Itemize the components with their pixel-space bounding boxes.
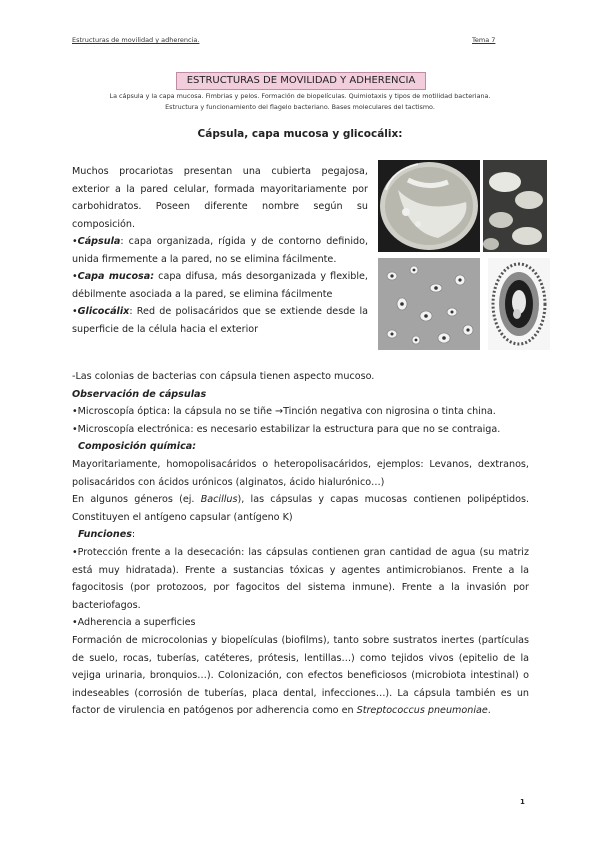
section-title: Cápsula, capa mucosa y glicocálix: [197, 128, 403, 140]
page-number: 1 [520, 798, 525, 806]
intro-text [72, 163, 368, 338]
bullet-glicocalix: •Glicocálix: Red de polisacáridos que se extiende desde la superficie de la célula hacia el exterior [72, 306, 368, 335]
list-item: •Protección frente a la desecación: las cápsulas contienen gran cantidad de agua (su matriz está muy hidratada). Frente a sustancias tóxicas y agentes antimicrobianos. Frente a la fagocitosis (por protozoos, por fagocitos del sistema inmune). Frente a la invasión por bacteriofagos. [72, 546, 529, 611]
negative-stain-micrograph [378, 258, 480, 350]
mucoid-colonies-image [483, 160, 547, 252]
subtitle [72, 91, 528, 113]
body-text [72, 368, 529, 720]
list-item: •Microscopía electrónica: es necesario estabilizar la estructura para que no se contraiga. [72, 423, 501, 435]
intro-paragraph: Muchos procariotas presentan una cubierta pegajosa, exterior a la pared celular, formada mayoritariamente por carbohidratos. Poseen diferente nombre según su composición. [72, 166, 368, 230]
list-item: •Adherencia a superficies [72, 617, 196, 629]
subtitle-line: La cápsula y la capa mucosa. Fimbrias y pelos. Formación de biopelículas. Quimiotaxis y tipos de motilidad bacteriana. [109, 92, 491, 100]
running-header-title: Estructuras de movilidad y adherencia. [72, 36, 200, 44]
subtitle-line: Estructura y funcionamiento del flagelo bacteriano. Bases moleculares del tactismo. [165, 103, 435, 111]
electron-micrograph-capsule [488, 258, 550, 350]
petri-dish-image [378, 160, 480, 252]
colonies-paragraph: -Las colonias de bacterias con cápsula tienen aspecto mucoso. [72, 371, 375, 382]
polypeptide-paragraph: En algunos géneros (ej. Bacillus), las cápsulas y capas mucosas contienen polipéptidos. Constituyen el antígeno capsular (antígeno K) [72, 494, 529, 523]
composition-paragraph: Mayoritariamente, homopolisacáridos o heteropolisacáridos, ejemplos: Levanos, dextranos, polisacáridos con ácidos urónicos (alginatos, ácido hialurónico…) [72, 458, 529, 488]
page-title: ESTRUCTURAS DE MOVILIDAD Y ADHERENCIA [176, 72, 426, 90]
functions-heading: Funciones: [78, 529, 136, 541]
bullet-capa-mucosa: •Capa mucosa: capa difusa, más desorganizada y flexible, débilmente asociada a la pared, se elimina fácilmente [72, 271, 368, 300]
adherence-paragraph: Formación de microcolonias y biopelículas (biofilms), tanto sobre sustratos inertes (partículas de suelo, rocas, tuberías, catéteres, prótesis, lentillas…) como tejidos vivos (epitelio de la vejiga urinaria, bronquios…). Colonización, con efectos beneficiosos (microbiota intestinal) o indeseables (corrosión de tuberías, placa dental, infecciones…). La cápsula también es un factor de virulencia en patógenos por adherencia como en Streptococcus pneumoniae. [72, 634, 529, 717]
observation-heading: Observación de cápsulas [72, 388, 207, 400]
running-header-topic: Tema 7 [472, 36, 496, 44]
list-item: •Microscopía óptica: la cápsula no se tiñe →Tinción negativa con nigrosina o tinta china. [72, 406, 496, 418]
composition-heading: Composición química: [78, 441, 197, 453]
bullet-capsula: •Cápsula: capa organizada, rígida y de contorno definido, unida firmemente a la pared, no se elimina fácilmente. [72, 236, 368, 265]
